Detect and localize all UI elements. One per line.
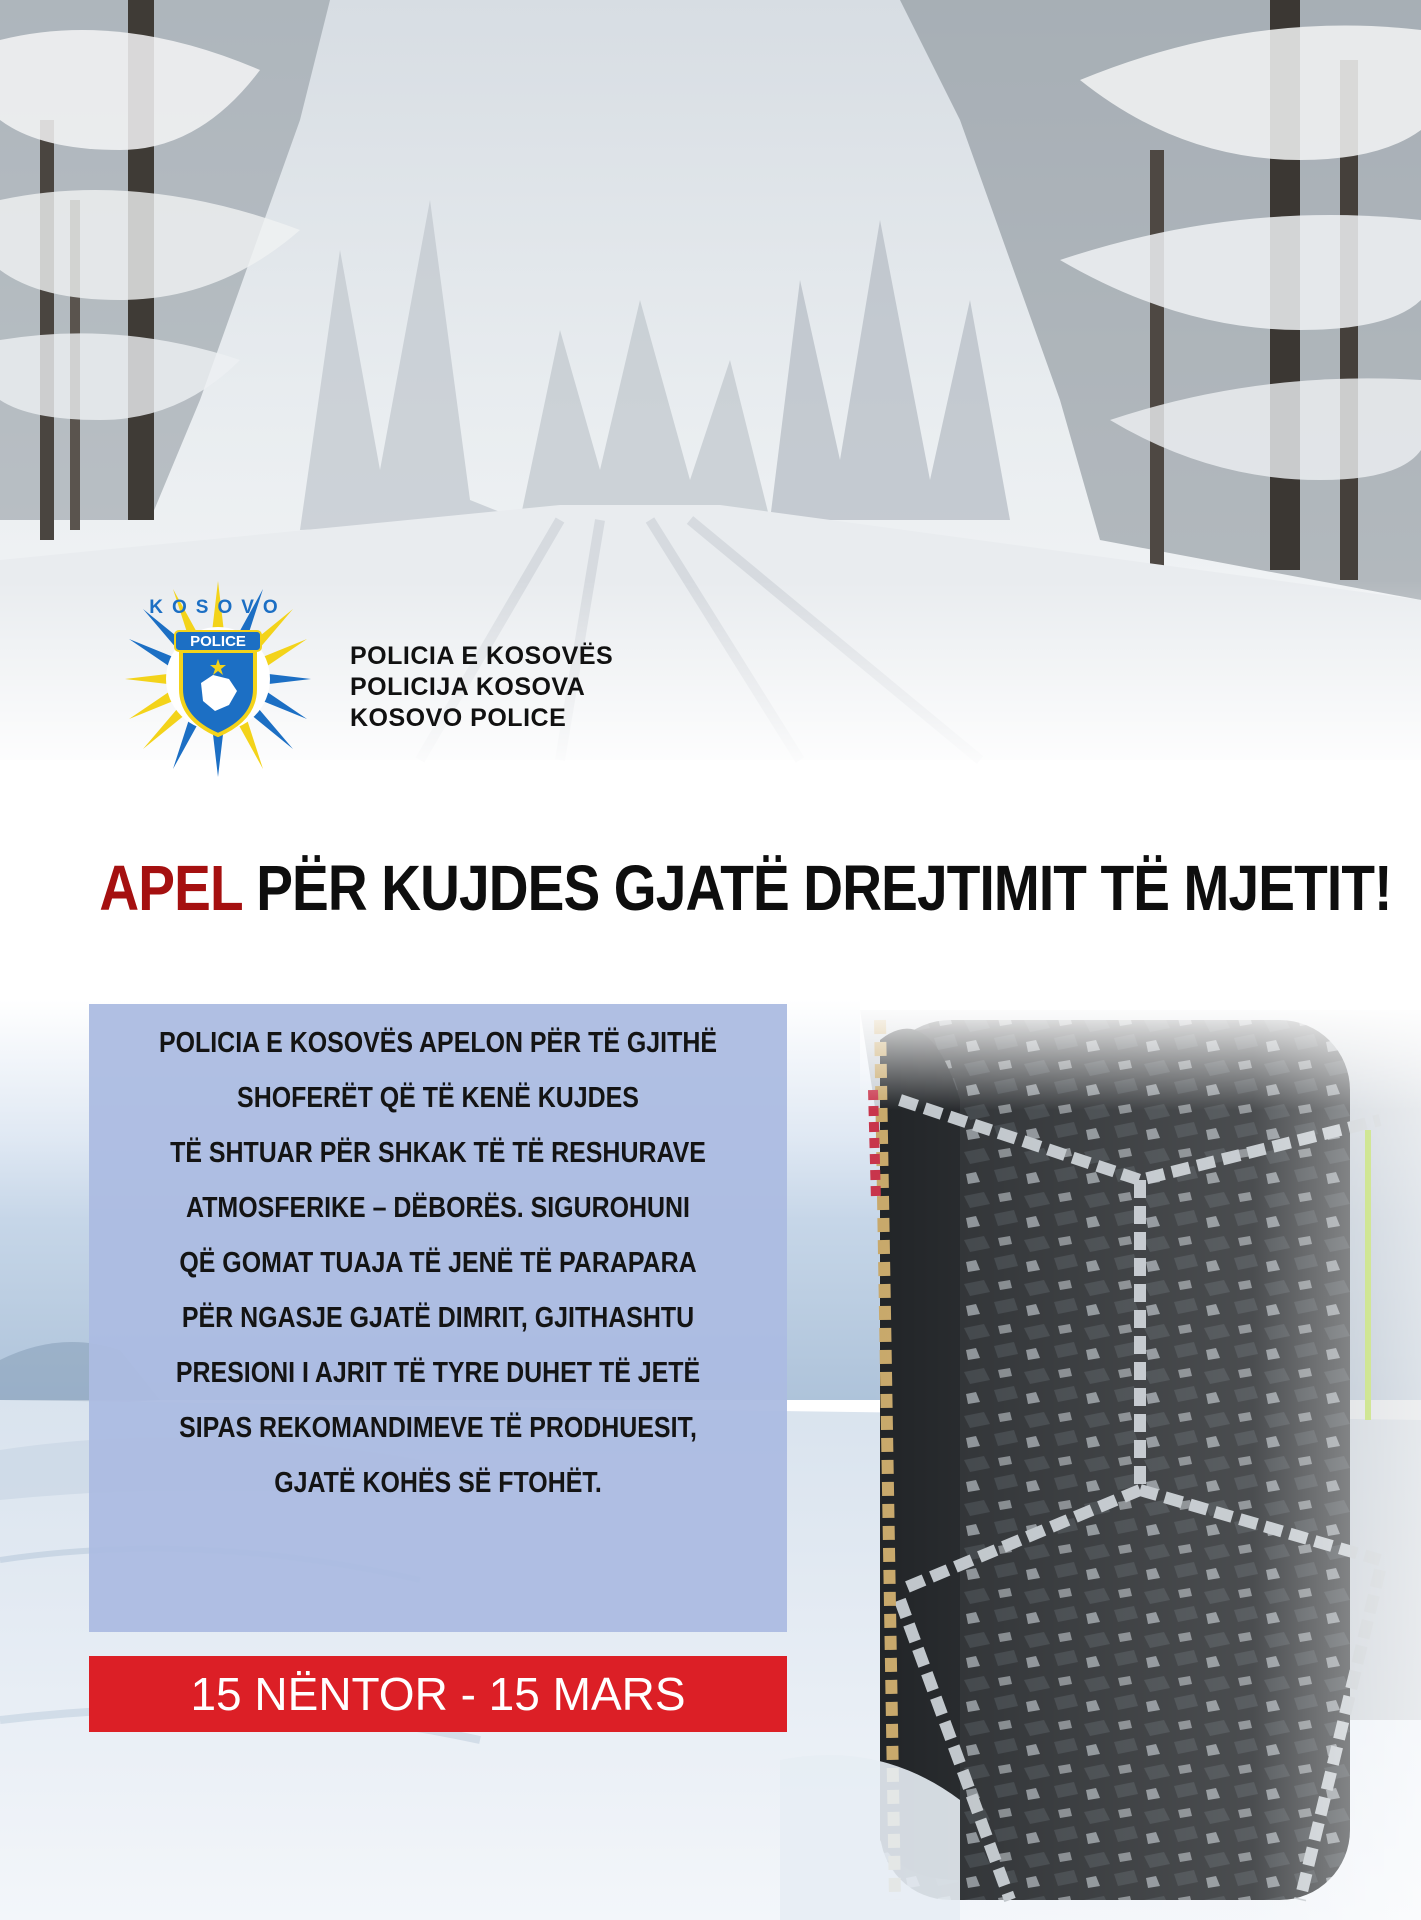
message-line: TË SHTUAR PËR SHKAK TË TË RESHURAVE [170,1137,706,1169]
message-box [89,1004,787,1632]
date-range-banner: 15 NËNTOR - 15 MARS [89,1656,787,1732]
org-name-serbian: POLICIJA KOSOVA [350,673,586,701]
headline [99,848,1392,928]
message-line: SIPAS REKOMANDIMEVE TË PRODHUESIT, [179,1412,697,1444]
message-line: PRESIONI I AJRIT TË TYRE DUHET TË JETË [175,1357,701,1389]
organization-name [350,641,613,734]
message-line: GJATË KOHËS SË FTOHËT. [274,1467,602,1499]
org-name-albanian: POLICIA E KOSOVËS [350,642,614,670]
message-line: SHOFERËT QË TË KENË KUJDES [237,1082,639,1114]
message-line: PËR NGASJE GJATË DIMRIT, GJITHASHTU [181,1302,695,1334]
message-line: ATMOSFERIKE – DËBORËS. SIGUROHUNI [186,1192,690,1224]
kosovo-police-logo [123,579,313,779]
logo-arc-text: KOSOVO [149,597,287,618]
headline-rest: PËR KUJDES GJATË DREJTIMIT TË MJETIT! [241,852,1392,924]
message-line: QË GOMAT TUAJA TË JENË TË PARAPARA [179,1247,697,1279]
headline-highlight: APEL [99,852,242,924]
message-line: POLICIA E KOSOVËS APELON PËR TË GJITHË [158,1027,718,1059]
logo-banner-text: POLICE [190,633,246,650]
org-name-english: KOSOVO POLICE [350,704,567,732]
